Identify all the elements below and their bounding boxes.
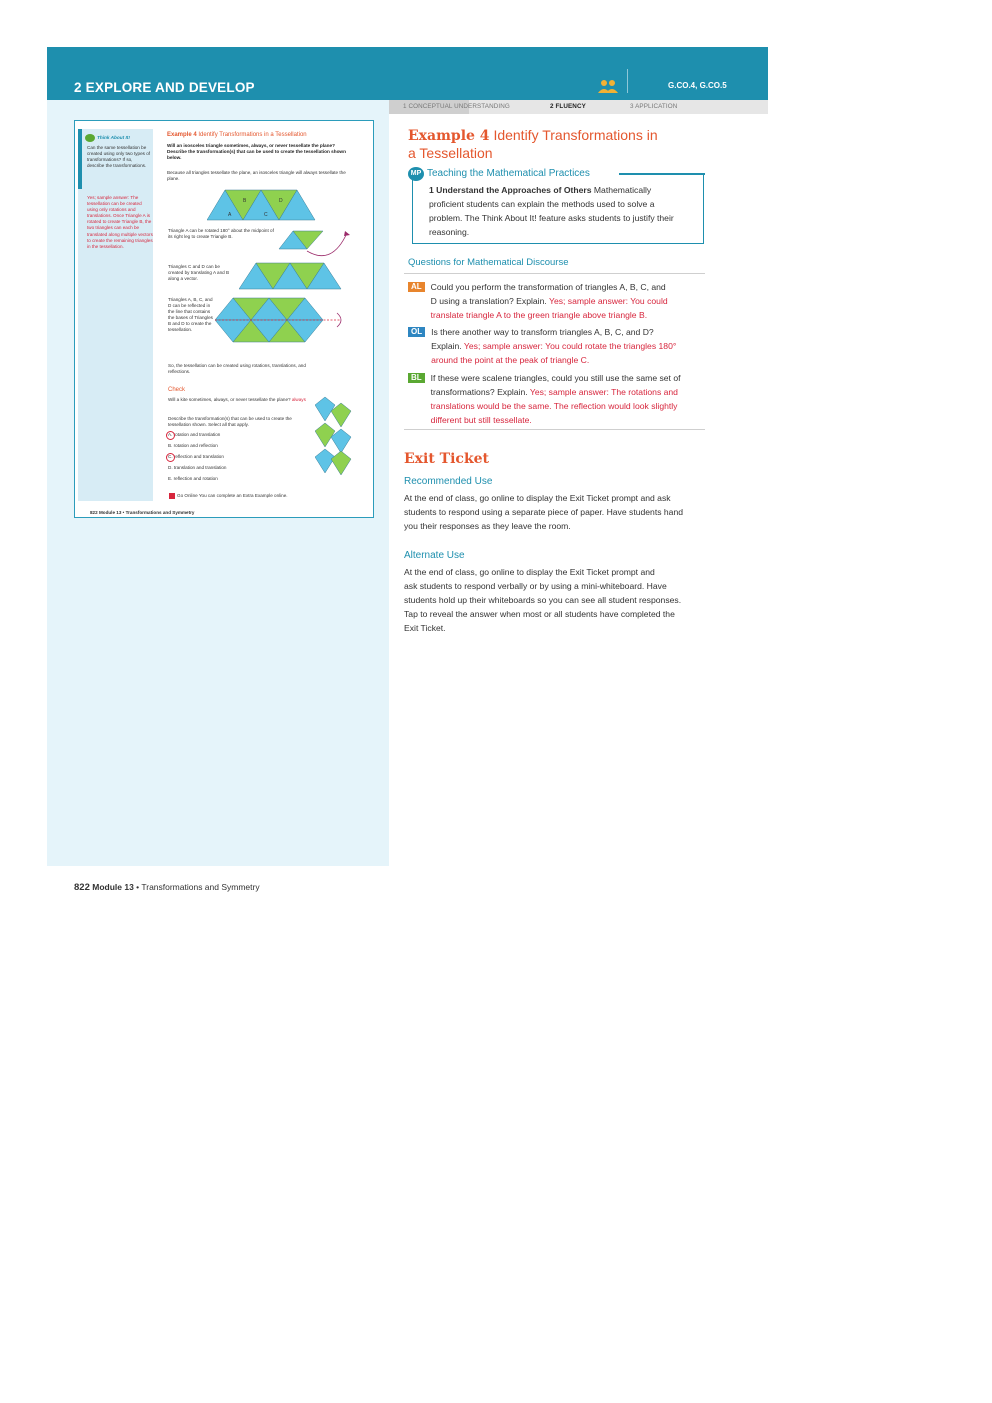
answer-line-3: different but still tessellate. [430, 415, 532, 425]
page-footer [74, 882, 260, 893]
page-number: 822 [74, 882, 90, 893]
text-line: Exit Ticket. [404, 623, 446, 633]
text-line: students hold up their whiteboards so you can see all student responses. [404, 595, 682, 605]
discourse-item-bl [408, 371, 708, 427]
al-badge: AL [408, 282, 425, 292]
example-question: Will an isosceles triangle sometimes, always, or never tessellate the plane? Describe the transformation(s) that can be used to create the tessellation shown below. [167, 143, 346, 161]
mp-practice-name: 1 Understand the Approaches of Others [429, 185, 592, 195]
check-question-1-text: Will a kite sometimes, always, or never tessellate the plane? [168, 397, 291, 402]
tab-strip [389, 100, 768, 114]
alternate-use-heading: Alternate Use [404, 550, 465, 561]
selected-option-marker [166, 453, 175, 462]
tab-fluency[interactable]: 2 FLUENCY [550, 103, 586, 110]
student-page-thumbnail [74, 120, 374, 518]
mp-line-1 [429, 183, 699, 197]
answer-inline: Yes; sample answer: You could [546, 296, 668, 306]
discourse-text [431, 325, 676, 367]
question-line-2-text: D using a translation? Explain. [430, 296, 547, 306]
example-title-line2: a Tessellation [408, 145, 493, 161]
people-icon [597, 78, 619, 94]
tab-conceptual-understanding[interactable]: 1 CONCEPTUAL UNDERSTANDING [403, 103, 510, 110]
question-line-1: Is there another way to transform triangles A, B, C, and D? [431, 327, 654, 337]
section-header [47, 47, 768, 100]
example-intro: Because all triangles tessellate the plane, an isosceles triangle will always tessellate the plane. [167, 170, 346, 182]
reflection-description: Triangles A, B, C, and D can be reflected in the line that contains the bases of Triangles B and D to create the tessellation. [168, 297, 213, 333]
check-option-e[interactable]: E. reflection and rotation [168, 476, 218, 481]
exit-ticket-heading: Exit Ticket [404, 451, 490, 467]
tri-label-a: A [228, 212, 232, 218]
example-title: Identify Transformations in a Tessellation [198, 132, 307, 138]
tessellation-figure-1 [207, 187, 317, 223]
text-line: Tap to reveal the answer when most or all students have completed the [404, 609, 675, 619]
example-label: Example 4 [408, 128, 490, 144]
discourse-text [431, 280, 668, 322]
example-heading [408, 127, 708, 162]
question-line-1: If these were scalene triangles, could you still use the same set of [430, 373, 681, 383]
discourse-item-al [408, 280, 708, 322]
discourse-divider [404, 273, 705, 274]
question-line-2 [431, 339, 676, 353]
rotation-figure [277, 221, 357, 261]
answer-inline: Yes; sample answer: The rotations and [527, 387, 678, 397]
check-option-b[interactable]: B. rotation and reflection [168, 443, 218, 448]
answer-inline: Yes; sample answer: You could rotate the triangles 180° [461, 341, 677, 351]
discourse-bottom-divider [404, 429, 705, 430]
tri-label-c: C [264, 212, 268, 218]
mini-page-footer: 822 Module 13 • Transformations and Symmetry [90, 510, 195, 515]
question-line-2-text: transformations? Explain. [430, 387, 528, 397]
text-line: At the end of class, go online to display the Exit Ticket prompt and [404, 567, 655, 577]
example-title-line1: Identify Transformations in [493, 127, 658, 143]
answer-line-2: translate triangle A to the green triangle above triangle B. [430, 310, 648, 320]
lightbulb-icon [85, 134, 95, 142]
tri-label-b: B [243, 198, 247, 204]
discourse-row [408, 371, 708, 427]
box-top-line [619, 173, 705, 175]
mp-line-3: problem. The Think About It! feature asks students to justify their [429, 213, 674, 223]
discourse-heading: Questions for Mathematical Discourse [408, 257, 569, 268]
tri-label-d: D [279, 198, 283, 204]
text-line: you their responses as they leave the room. [404, 521, 571, 531]
think-about-it-answer: Yes; sample answer: The tessellation can be created using only rotations and translations. Once Triangle A is rotated to create Triangle B, the two triangles can each be translated along multiple vectors to create the remaining triangles in the tessellation. [87, 195, 153, 249]
tessellation-figure-2 [239, 261, 353, 291]
think-about-it-title: Think About It! [97, 135, 130, 140]
question-line-2-text: Explain. [431, 341, 462, 351]
bl-badge: BL [408, 373, 425, 383]
sidebar-accent-bar [78, 129, 82, 189]
text-line: students to respond using a separate piece of paper. Have students hand [404, 507, 684, 517]
check-answer-1: always [291, 397, 306, 402]
mp-line-1-text: Mathematically [591, 185, 652, 195]
alternate-use-text [404, 565, 709, 635]
check-option-d[interactable]: D. translation and translation [168, 465, 227, 470]
mp-line-2: proficient students can explain the methods used to solve a [429, 199, 655, 209]
footer-text: • Transformations and Symmetry [136, 882, 260, 892]
summary-text: So, the tessellation can be created using rotations, translations, and reflections. [168, 363, 306, 375]
tab-application[interactable]: 3 APPLICATION [630, 103, 678, 110]
ol-badge: OL [408, 327, 425, 337]
tessellation-figure-3 [215, 297, 355, 345]
math-practices-text [429, 183, 699, 239]
think-about-it-question: Can the same tessellation be created using only two types of transformations? If so, describe the transformations. [87, 145, 151, 169]
math-practices-heading: Teaching the Mathematical Practices [427, 168, 590, 179]
check-option-a[interactable]: A. rotation and translation [168, 432, 221, 437]
discourse-item-ol [408, 325, 708, 367]
mp-icon: MP [408, 167, 424, 181]
section-title: 2 EXPLORE AND DEVELOP [74, 80, 255, 95]
think-about-it-sidebar [78, 129, 153, 501]
answer-line-2: around the point at the peak of triangle C. [431, 355, 590, 365]
check-label: Check [168, 387, 186, 393]
recommended-use-text [404, 491, 709, 533]
answer-line-2: translations would be the same. The reflection would look slightly [430, 401, 678, 411]
selected-option-marker [166, 431, 175, 440]
footer-module: Module 13 [92, 882, 134, 892]
example-heading [167, 132, 307, 138]
rotation-description: Triangle A can be rotated 180° about the midpoint of its right leg to create Triangle B. [168, 228, 274, 240]
example-number: Example 4 [167, 132, 197, 138]
header-divider [627, 69, 628, 93]
text-line: At the end of class, go online to display the Exit Ticket prompt and ask [404, 493, 671, 503]
go-online-text[interactable]: Go Online You can complete an Extra Example online. [177, 493, 288, 498]
question-line-2 [431, 294, 668, 308]
translation-description: Triangles C and D can be created by translating A and B along a vector. [168, 264, 230, 282]
text-line: ask students to respond verbally or by using a mini-whiteboard. Have [404, 581, 667, 591]
check-option-c[interactable]: C. reflection and translation [168, 454, 224, 459]
discourse-row [408, 280, 708, 322]
go-online-icon [169, 493, 175, 499]
check-question-2: Describe the transformation(s) that can be used to create the tessellation shown. Select all that apply. [168, 416, 292, 428]
mp-line-4: reasoning. [429, 227, 470, 237]
question-line-2 [431, 385, 681, 399]
recommended-use-heading: Recommended Use [404, 476, 493, 487]
check-question-1 [168, 397, 308, 403]
question-line-1: Could you perform the transformation of triangles A, B, C, and [430, 282, 666, 292]
standards-label: G.CO.4, G.CO.5 [668, 81, 727, 90]
kite-tessellation-figure [315, 395, 353, 477]
discourse-row [408, 325, 708, 367]
discourse-text [431, 371, 681, 427]
